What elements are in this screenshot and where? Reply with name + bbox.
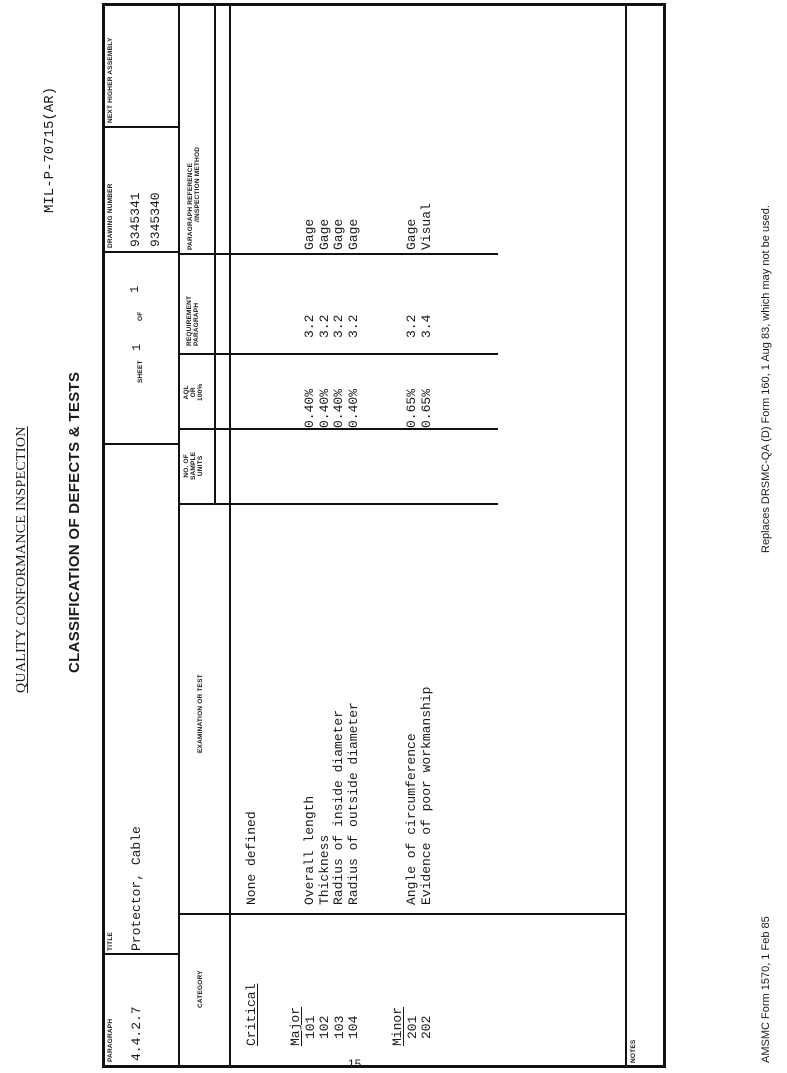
header-divider-3: [229, 3, 231, 1068]
header-divider-2: [214, 5, 216, 505]
drawing-number-header: DRAWING NUMBER: [107, 183, 114, 248]
form-title: CLASSIFICATION OF DEFECTS & TESTS: [66, 371, 83, 673]
critical-text: None defined: [244, 811, 259, 905]
document-title: QUALITY CONFORMANCE INSPECTION: [14, 426, 29, 693]
sheet-number: 1: [130, 343, 144, 351]
drawing-number-value: 9345341: [128, 192, 143, 247]
table-top-border: [102, 3, 105, 1068]
notes-header: NOTES: [630, 1039, 637, 1063]
sheet-total: 1: [128, 285, 142, 293]
sheet-drawing-divider: [102, 252, 178, 254]
next-assembly-header: NEXT HIGHER ASSEMBLY: [107, 37, 114, 123]
minor-method-group: Gage Visual: [404, 203, 434, 250]
table-right-border: [102, 3, 666, 6]
aql-header: AQL OR 100%: [183, 383, 204, 401]
minor-aql-group: 0.65% 0.65%: [404, 388, 434, 428]
reference-header: PARAGRAPH REFERENCE /INSPECTION METHOD: [187, 146, 201, 250]
category-major-group: Major 101 102 103 104: [288, 1006, 362, 1046]
table-left-border: [102, 1065, 666, 1068]
category-minor-group: Minor 201 202: [390, 1006, 435, 1046]
title-header: TITLE: [107, 931, 114, 951]
drawing-assembly-divider: [102, 127, 178, 129]
requirement-divider: [178, 254, 498, 256]
of-label: OF: [137, 311, 144, 321]
minor-exam-group: Angle of circumference Evidence of poor workmanship: [404, 686, 434, 905]
notes-divider: [625, 3, 627, 1068]
exam-divider: [178, 504, 498, 506]
paragraph-title-divider: [102, 954, 178, 956]
category-header: CATEGORY: [197, 970, 204, 1008]
requirement-header: REQUIREMENT PARAGRAPH: [186, 295, 200, 346]
table-bottom-border: [663, 3, 666, 1068]
title-sheet-divider: [102, 444, 178, 446]
page-number: 15: [348, 1057, 362, 1071]
replaces-note: Replaces DRSMC-QA (D) Form 160, 1 Aug 83, which may not be used.: [760, 205, 772, 553]
minor-req-group: 3.2 3.4: [404, 314, 434, 338]
sample-units-header: NO. OF SAMPLE UNITS: [183, 451, 204, 480]
paragraph-header: PARAGRAPH: [107, 1018, 114, 1062]
title-value: Protector, Cable: [129, 826, 144, 951]
minor-no-2: 202: [419, 1015, 435, 1039]
major-no-3: 103: [331, 1015, 347, 1039]
major-aql-group: 0.40% 0.40% 0.40% 0.40%: [302, 388, 361, 428]
major-exam-group: Overall length Thickness Radius of inside diameter Radius of outside diameter: [302, 702, 361, 905]
major-no-2: 102: [317, 1015, 333, 1039]
sample-divider: [178, 429, 498, 431]
category-divider: [178, 914, 625, 916]
sheet-label: SHEET: [137, 360, 144, 383]
paragraph-value: 4.4.2.7: [129, 1006, 144, 1061]
form-number: AMSMC Form 1570, 1 Feb 85: [760, 916, 772, 1063]
major-method-group: Gage Gage Gage Gage: [302, 218, 361, 250]
minor-no-1: 201: [404, 1015, 420, 1039]
document-id: MIL-P-70715(AR): [42, 86, 58, 213]
examination-header: EXAMINATION OR TEST: [197, 674, 204, 753]
aql-divider: [178, 354, 498, 356]
major-no-4: 104: [346, 1015, 362, 1039]
category-critical: Critical: [244, 983, 259, 1046]
next-assembly-value: 9345340: [148, 192, 163, 247]
major-no-1: 101: [302, 1015, 318, 1039]
major-req-group: 3.2 3.2 3.2 3.2: [302, 314, 361, 338]
header-divider-1: [178, 3, 180, 1068]
